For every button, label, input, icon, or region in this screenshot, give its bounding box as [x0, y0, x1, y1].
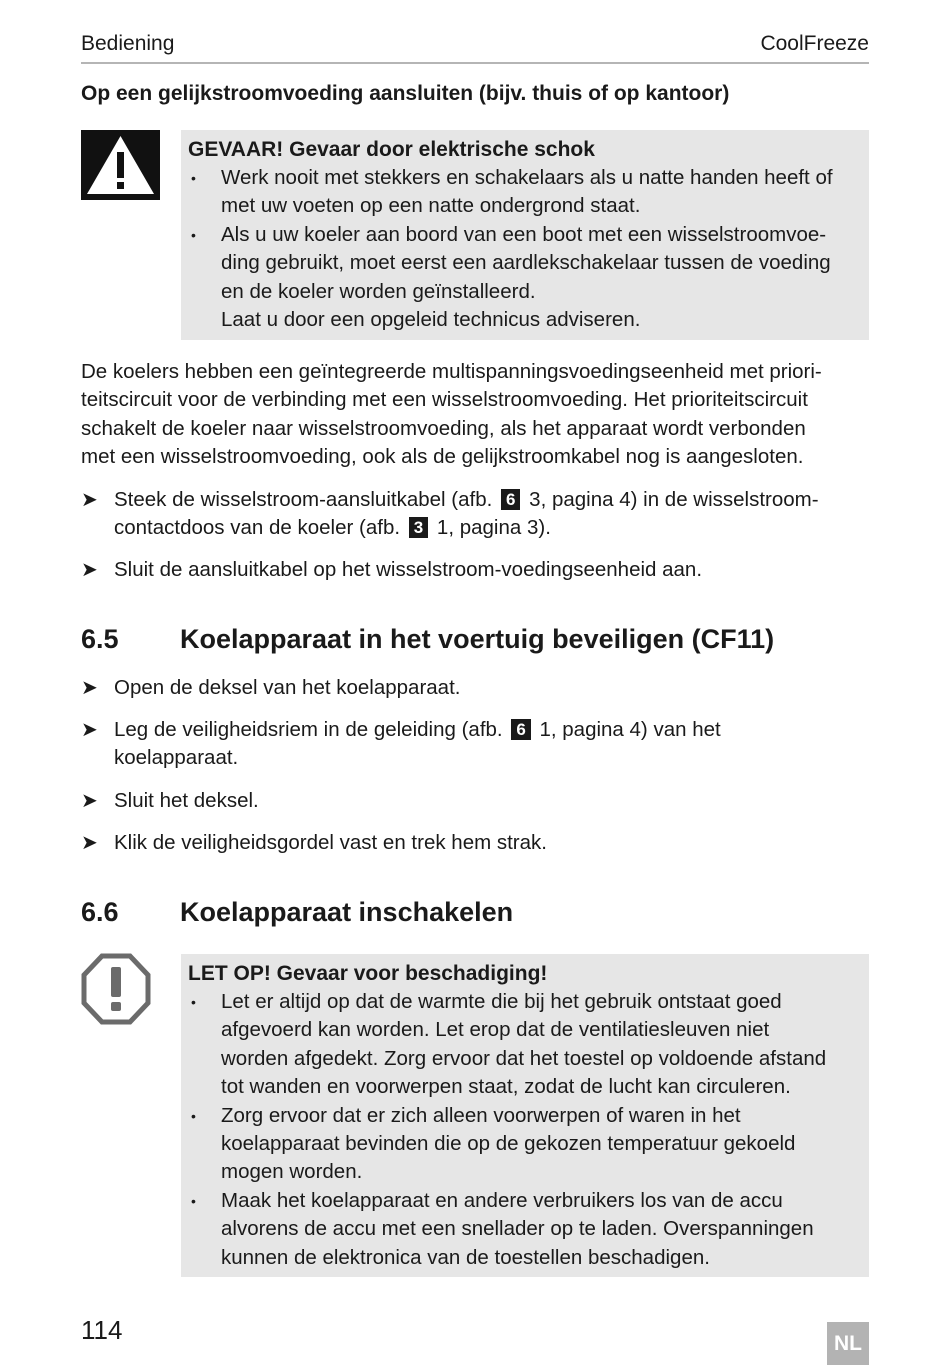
danger-box [181, 130, 869, 340]
instruction-step: ➤ Sluit het deksel. [81, 787, 869, 815]
exclamation-octagon-icon [81, 953, 151, 1025]
language-tab: NL [827, 1322, 869, 1365]
instruction-step: ➤ Open de deksel van het koelapparaat. [81, 674, 869, 702]
header-chapter: Bediening [81, 32, 175, 55]
header-product: CoolFreeze [760, 32, 869, 55]
page-number: 114 [81, 1315, 123, 1345]
figure-badge: 3 [409, 517, 428, 538]
danger-bullet: • Als u uw koeler aan boord van een boot met een wisselstroomvoe- ding gebruikt, moet eerst een aardlekschakelaar tussen de voeding en de koeler worden geïnstalleerd. Laat u door een opgeleid technicus adviseren. [191, 222, 831, 332]
page-header [81, 30, 869, 64]
arrow-icon: ➤ [81, 677, 98, 699]
arrow-icon: ➤ [81, 790, 98, 812]
notice-bullet: • Maak het koelapparaat en andere verbruikers los van de accu alvorens de accu met een snellader op te laden. Overspanningen kunnen de elektronica van de toestellen beschadigen. [191, 1188, 814, 1269]
instruction-step: ➤ Klik de veiligheidsgordel vast en trek hem strak. [81, 829, 869, 857]
instruction-step: ➤ Leg de veiligheidsriem in de geleiding (afb. 6 1, pagina 4) van het koelapparaat. [81, 718, 721, 770]
instruction-step: ➤ Sluit de aansluitkabel op het wisselstroom-voedingseenheid aan. [81, 556, 869, 584]
figure-badge: 6 [501, 489, 520, 510]
danger-bullet: • Werk nooit met stekkers en schakelaars als u natte handen heeft of met uw voeten op een natte ondergrond staat. [191, 166, 833, 218]
arrow-icon: ➤ [81, 832, 98, 854]
arrow-icon: ➤ [81, 559, 98, 581]
notice-box [181, 954, 869, 1277]
notice-bullet: • Let er altijd op dat de warmte die bij het gebruik ontstaat goed afgevoerd kan worden. Let erop dat de ventilatiesleuven niet worden afgedekt. Zorg ervoor dat het toestel op voldoende afstand tot wanden en voorwerpen staat, zodat de lucht kan circuleren. [191, 990, 827, 1099]
arrow-icon: ➤ [81, 719, 98, 741]
intro-paragraph: De koelers hebben een geïntegreerde multispanningsvoedingseenheid met priori- teitscircuit voor de verbinding met een wisselstroomvoeding. Het prioriteitscircuit schakelt de koeler naar wisselstroomvoeding, als het apparaat wordt verbonden met een wisselstroomvoeding, ook als de gelijkstroomkabel nog is aangesloten. [81, 360, 822, 469]
instruction-step: ➤ Steek de wisselstroom-aansluitkabel (afb. 6 3, pagina 4) in de wisselstroom- contactdoos van de koeler (afb. 3 1, pagina 3). [81, 488, 819, 540]
arrow-icon: ➤ [81, 489, 98, 511]
notice-title: LET OP! Gevaar voor beschadiging! [188, 962, 548, 985]
figure-badge: 6 [511, 719, 530, 740]
notice-bullet: • Zorg ervoor dat er zich alleen voorwerpen of waren in het koelapparaat bevinden die op de gekozen temperatuur gekoeld mogen worden. [191, 1103, 796, 1184]
danger-title: GEVAAR! Gevaar door elektrische schok [188, 138, 595, 161]
warning-triangle-icon [81, 130, 160, 200]
section-title: Op een gelijkstroomvoeding aansluiten (bijv. thuis of op kantoor) [81, 82, 730, 105]
